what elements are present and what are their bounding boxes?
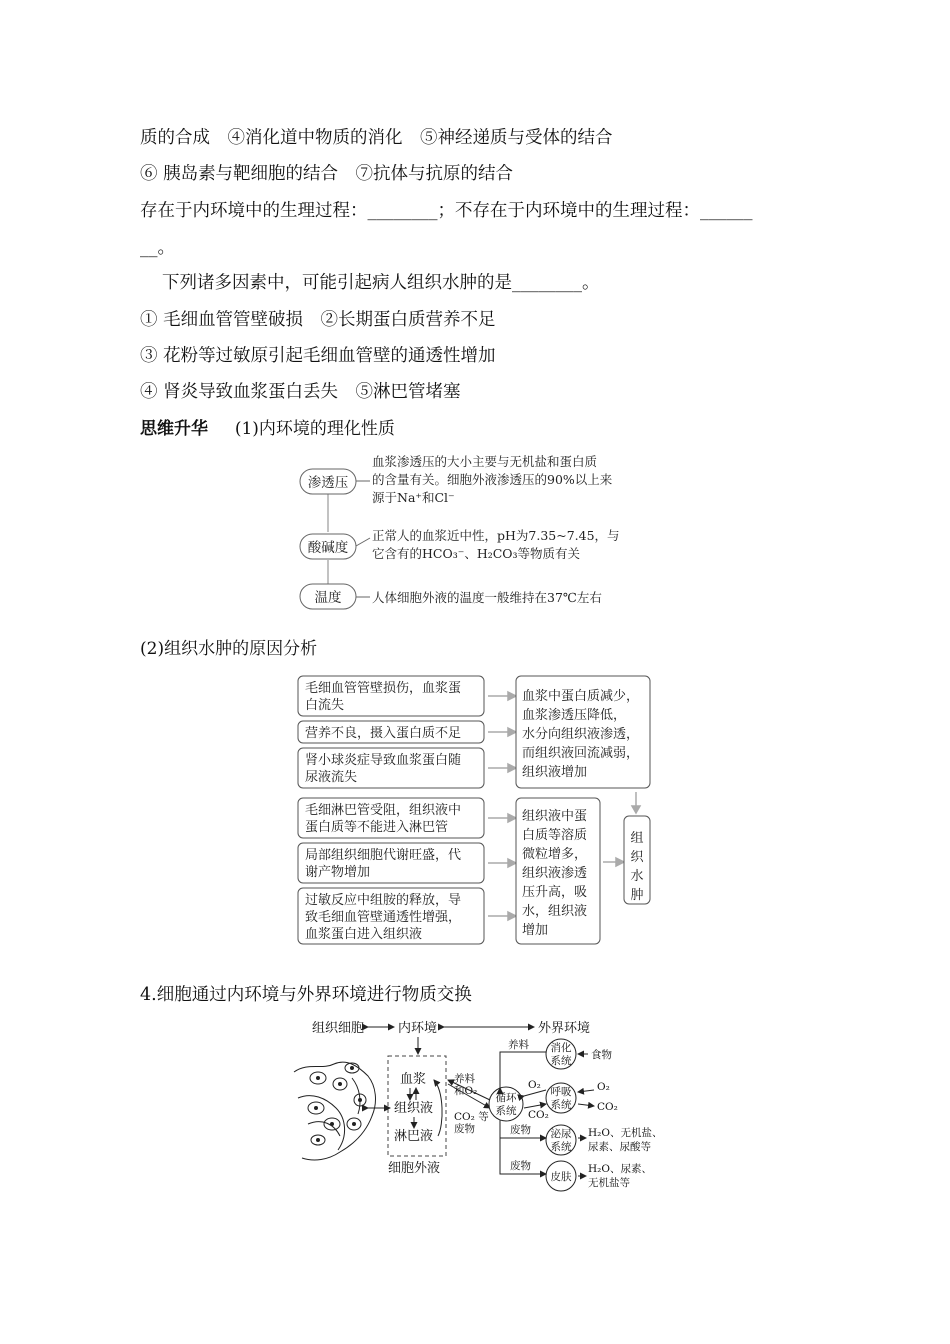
result-b-line1: 组织液中蛋 [522,809,588,824]
osmotic-desc-2: 的含量有关。细胞外液渗透压的90%以上来 [372,472,613,487]
cause-b3-line1: 过敏反应中组胺的释放，导 [305,893,462,908]
ph-desc-2: 它含有的HCO₃⁻、H₂CO₃等物质有关 [372,546,581,561]
fluid-extracellular: 细胞外液 [388,1161,441,1176]
text-line-4: __。 [140,238,175,258]
fluid-tissue: 组织液 [394,1101,434,1116]
output-food: 食物 [591,1049,612,1061]
text-line-6: ① 毛细血管管壁破损 ②长期蛋白质营养不足 [140,310,496,330]
label-waste2: 废物 [510,1160,531,1172]
properties-diagram [290,448,670,618]
cause-b3-line3: 血浆蛋白进入组织液 [305,927,423,942]
arrow-down-final [632,792,640,813]
cause-b2-line1: 局部组织细胞代谢旺盛，代 [305,848,462,863]
label-o2: O₂ [528,1079,541,1091]
arrow-resp-co2 [524,1104,546,1108]
result-a-line4: 而组织液回流减弱， [522,746,640,761]
output-skin-1: H₂O、尿素、 [588,1163,652,1175]
dig-label-2: 系统 [550,1055,572,1067]
skin-label: 皮肤 [550,1171,572,1183]
output-o2: O₂ [597,1081,610,1093]
final-char-1: 组 [630,831,644,846]
arrows-group-a [488,692,516,772]
cause-a2-line1: 营养不良，摄入蛋白质不足 [305,726,462,741]
osmotic-desc-1: 血浆渗透压的大小主要与无机盐和蛋白质 [372,454,598,469]
pill-osmotic-label: 渗透压 [307,475,349,491]
cause-b1-line1: 毛细淋巴管受阻，组织液中 [305,803,462,818]
temp-desc-1: 人体细胞外液的温度一般维持在37℃左右 [372,590,602,605]
arrow-co2-out [578,1104,594,1106]
result-a-line1: 血浆中蛋白质减少， [522,689,640,704]
section4-heading: 4.细胞通过内环境与外界环境进行物质交换 [140,985,472,1005]
result-b-line6: 水，组织液 [522,904,588,919]
result-b-line7: 增加 [522,923,549,938]
result-a-line2: 血浆渗透压降低， [522,708,627,723]
text-line-8: ④ 肾炎导致血浆蛋白丢失 ⑤淋巴管堵塞 [140,382,461,402]
label-nutrients-o2-1: 养料 [454,1073,475,1085]
edema-diagram [290,670,670,950]
text-line-7: ③ 花粉等过敏原引起毛细血管壁的通透性增加 [140,346,496,366]
cause-b1-line2: 蛋白质等不能进入淋巴管 [305,820,449,835]
output-co2: CO₂ [597,1101,618,1113]
top-cells: 组织细胞 [312,1021,365,1036]
final-char-2: 织 [630,850,644,865]
exchange-diagram [288,1012,663,1202]
tissue-illustration [294,1062,375,1160]
fluid-plasma: 血浆 [400,1072,427,1087]
result-b-line3: 微粒增多， [522,847,588,862]
uri-label-2: 系统 [550,1141,572,1153]
label-co2: CO₂ [528,1109,549,1121]
final-char-3: 水 [630,869,644,884]
text-line-5: 下列诸多因素中，可能引起病人组织水肿的是________。 [162,273,600,293]
cause-a3-line2: 尿液流失 [305,770,358,785]
cause-b3-line2: 致毛细血管壁通透性增强， [305,910,462,925]
top-external: 外界环境 [538,1021,591,1036]
pill-ph-link [356,538,370,546]
final-char-4: 肿 [630,888,644,903]
label-co2-2: 废物 [454,1123,475,1135]
output-urinary-2: 尿素、尿酸等 [588,1141,651,1153]
cause-a1-line1: 毛细血管管壁损伤，血浆蛋 [305,681,462,696]
cause-b2-line2: 谢产物增加 [305,865,371,880]
result-b-line5: 压升高，吸 [522,885,588,900]
label-waste1: 废物 [510,1124,531,1136]
circ-label-1: 循环 [495,1092,517,1104]
text-line-1: 质的合成 ④消化道中物质的消化 ⑤神经递质与受体的结合 [140,128,613,148]
ph-desc-1: 正常人的血浆近中性，pH为7.35~7.45，与 [372,528,620,543]
thinking-label: 思维升华 [140,419,208,439]
resp-label-1: 呼吸 [550,1086,572,1098]
result-b-line2: 白质等溶质 [522,828,588,843]
uri-label-1: 泌尿 [550,1128,572,1140]
thinking-sub2: (2)组织水肿的原因分析 [140,639,318,659]
arrows-group-b [488,814,516,920]
thinking-heading [140,417,395,441]
arrow-o2-in [578,1090,594,1092]
circ-label-2: 系统 [495,1105,517,1117]
pill-temp-label: 温度 [314,590,342,606]
cause-a3-line1: 肾小球炎症导致血浆蛋白随 [305,753,462,768]
result-a-line3: 水分向组织液渗透， [522,727,640,742]
thinking-sub1: (1)内环境的理化性质 [234,419,395,439]
cause-a1-line2: 白流失 [305,698,345,713]
result-b-line4: 组织液渗透 [522,866,588,881]
output-urinary-1: H₂O、无机盐、 [588,1127,663,1139]
output-skin-2: 无机盐等 [588,1177,630,1189]
osmotic-desc-3: 源于Na⁺和Cl⁻ [372,490,455,505]
resp-label-2: 系统 [550,1099,572,1111]
dig-label-1: 消化 [550,1042,572,1054]
text-line-3: 存在于内环境中的生理过程：________；不存在于内环境中的生理过程：______ [140,201,753,221]
label-nutrients: 养料 [508,1039,529,1051]
label-co2-1: CO₂ 等 [454,1111,489,1123]
arrow-lymph-plasma [434,1080,442,1136]
arrow-to-final [603,858,624,866]
fluid-lymph: 淋巴液 [394,1129,434,1144]
result-a-line5: 组织液增加 [522,765,588,780]
label-nutrients-o2-2: 和O₂ [454,1085,478,1097]
pill-ph-label: 酸碱度 [307,540,349,556]
text-line-2: ⑥ 胰岛素与靶细胞的结合 ⑦抗体与抗原的结合 [140,164,514,184]
top-internal: 内环境 [398,1021,438,1036]
